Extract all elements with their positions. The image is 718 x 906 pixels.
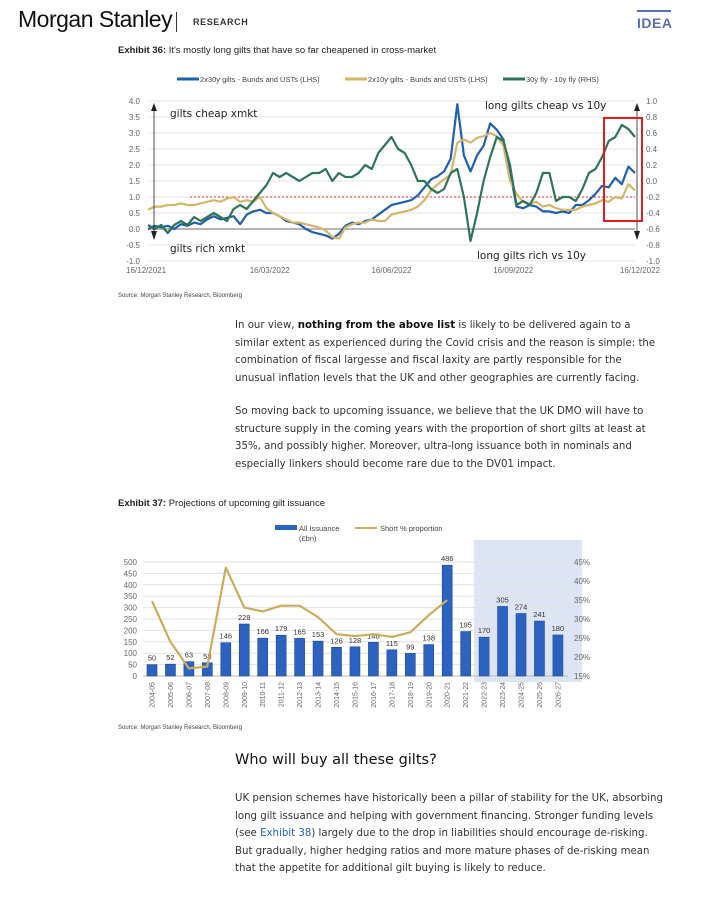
y-left-tick-label: 500	[123, 558, 137, 567]
y-right-tick-label: 45%	[574, 558, 591, 567]
bar-value-label: 52	[166, 653, 175, 663]
bar-2009-10	[239, 624, 249, 676]
x-category-label: 2007-08	[204, 682, 212, 708]
bar-2026-27	[553, 635, 563, 676]
y-right-tick-label: -1.0	[646, 257, 660, 266]
x-category-label: 2021-22	[463, 682, 471, 708]
x-tick-label: 16/09/2022	[493, 266, 534, 275]
idea-badge-text: IDEA	[637, 15, 673, 31]
bar-2013-14	[313, 641, 323, 676]
bar-value-label: 58	[203, 651, 212, 661]
y-right-tick-label: 40%	[574, 577, 591, 586]
y-left-tick-label: 1.5	[128, 177, 140, 186]
bar-value-label: 180	[551, 623, 565, 633]
x-category-label: 2016-17	[370, 682, 378, 708]
bar-value-label: 170	[477, 626, 491, 636]
legend-label-0: 2x30y gilts - Bunds and USTs (LHS)	[200, 75, 320, 84]
paragraph-2: So moving back to upcoming issuance, we believe that the UK DMO will have to structure supply in the coming years with the proportion of short gilts at least at 35%, and possibly higher. Moreover, ultra-long issuance both in nominals and especially linkers should become rare due to the DV01 impact.	[235, 406, 646, 470]
x-tick-label: 16/03/2022	[249, 266, 290, 275]
y-left-tick-label: 2.0	[128, 161, 140, 170]
y-left-tick-label: 250	[123, 615, 137, 624]
y-right-tick-label: 0.4	[646, 145, 658, 154]
y-left-tick-label: 350	[123, 592, 137, 602]
x-category-label: 2004-05	[149, 682, 157, 708]
x-category-label: 2019-20	[426, 682, 434, 708]
x-tick-label: 16/12/2022	[619, 266, 660, 275]
y-left-tick-label: 0	[132, 672, 137, 681]
annotation-long-gilts-cheap: long gilts cheap vs 10y	[485, 100, 607, 112]
bar-2022-23	[479, 637, 489, 676]
exhibit-37-source: Source: Morgan Stanley Research, Bloomberg	[118, 725, 243, 731]
y-left-tick-label: -1.0	[126, 257, 140, 266]
y-left-tick-label: 1.0	[128, 193, 140, 202]
bar-2018-19	[405, 653, 415, 676]
y-left-tick-label: 450	[123, 569, 137, 579]
x-category-label: 2011-12	[278, 682, 286, 708]
y-left-tick-label: 0.0	[128, 225, 140, 234]
bar-2019-20	[424, 645, 434, 676]
bar-value-label: 115	[385, 638, 398, 648]
bar-2015-16	[350, 647, 360, 676]
bar-value-label: 50	[147, 653, 157, 663]
y-right-tick-label: 0.6	[646, 129, 658, 138]
bar-value-label: 486	[440, 554, 454, 564]
x-category-label: 2014-15	[334, 682, 341, 708]
paragraph-1-suffix: is likely to be delivered again to a similar extent as experienced during the Covid crisis and the reason is simple: the combination of fiscal largesse and fiscal laxity are partly responsible for the unusual inflation levels that the UK and other geographies are currently facing.	[235, 320, 656, 384]
y-left-tick-label: 50	[128, 660, 137, 670]
y-left-tick-label: 400	[123, 580, 137, 590]
x-category-label: 2005-06	[167, 682, 175, 708]
y-right-tick-label: -0.4	[646, 209, 660, 218]
bar-2014-15	[332, 647, 342, 676]
header-section-label: RESEARCH	[193, 17, 249, 27]
bar-value-label: 99	[406, 642, 415, 652]
y-right-tick-label: -0.2	[646, 193, 660, 202]
bar-value-label: 274	[514, 602, 528, 612]
bar-value-label: 146	[219, 631, 233, 641]
x-category-label: 2025-26	[536, 682, 544, 708]
y-right-tick-label: 1.0	[646, 97, 658, 106]
x-category-label: 2026-27	[555, 682, 563, 708]
x-category-label: 2015-16	[352, 682, 360, 708]
y-right-tick-label: 0.8	[646, 113, 658, 122]
brand-logo: Morgan Stanley	[18, 6, 173, 32]
x-category-label: 2010-11	[260, 682, 268, 708]
x-category-label: 2022-23	[481, 682, 489, 708]
legend-label-1: 2x10y gilts - Bunds and USTs (LHS)	[368, 75, 488, 84]
x-category-label: 2024-25	[518, 682, 526, 708]
bar-value-label: 138	[422, 633, 436, 643]
y-right-tick-label: -0.6	[646, 225, 660, 234]
bar-value-label: 179	[274, 624, 288, 634]
bar-value-label: 166	[256, 627, 269, 637]
bar-value-label: 165	[293, 627, 306, 637]
bar-value-label: 63	[184, 650, 194, 660]
y-left-tick-label: -0.5	[126, 241, 140, 250]
x-category-label: 2006-07	[186, 682, 194, 708]
y-right-tick-label: 20%	[574, 653, 591, 662]
bar-2008-09	[221, 643, 231, 676]
legend-label-2: 30y fly - 10y fly (RHS)	[526, 75, 599, 84]
bar-value-label: 153	[311, 630, 325, 640]
x-tick-label: 16/12/2021	[126, 266, 167, 275]
y-right-tick-label: 15%	[574, 672, 591, 681]
exhibit-38-link[interactable]: Exhibit 38	[260, 828, 312, 839]
bar-2011-12	[276, 635, 286, 676]
x-category-label: 2020-21	[444, 682, 452, 708]
annotation-gilts-cheap: gilts cheap xmkt	[170, 108, 258, 120]
bar-2004-05	[147, 665, 157, 676]
section-paragraph-part2: ) largely due to the drop in liabilities should encourage de-risking. But gradually, higher hedging ratios and more mature phases of de-risking mean that the appetite for additional gilt buying is likely to reduce.	[235, 828, 650, 874]
x-category-label: 2018-19	[407, 682, 415, 708]
bar-value-label: 241	[533, 610, 546, 620]
bar-2025-26	[534, 621, 544, 676]
bar-2017-18	[387, 650, 397, 676]
x-category-label: 2009-10	[241, 682, 249, 708]
y-left-tick-label: 3.0	[128, 129, 140, 138]
y-right-tick-label: 35%	[574, 596, 591, 605]
section-paragraph-part1: UK pension schemes have historically been a pillar of stability for the UK, absorbing long gilt issuance and helping with government financing. Stronger funding levels (see	[235, 793, 663, 839]
x-category-label: 2023-24	[500, 682, 508, 708]
y-left-tick-label: 3.5	[128, 113, 140, 122]
bar-2023-24	[498, 606, 508, 676]
x-category-label: 2013-14	[315, 682, 323, 708]
x-tick-label: 16/06/2022	[371, 266, 412, 275]
x-category-label: 2012-13	[297, 682, 305, 708]
projection-shaded-region	[474, 540, 582, 682]
y-left-tick-label: 2.5	[128, 145, 140, 154]
exhibit-36-source: Source: Morgan Stanley Research, Bloomberg	[118, 293, 243, 299]
legend-label-bars-line2: (£bn)	[299, 534, 317, 543]
y-left-tick-label: 300	[123, 603, 137, 613]
exhibit-37-caption: Projections of upcoming gilt issuance	[168, 498, 325, 509]
bar-value-label: 128	[348, 635, 362, 645]
y-left-tick-label: 4.0	[128, 97, 140, 106]
y-right-tick-label: 25%	[574, 634, 591, 643]
annotation-long-gilts-rich: long gilts rich vs 10y	[477, 250, 587, 262]
section-heading: Who will buy all these gilts?	[235, 752, 437, 768]
bar-2010-11	[258, 638, 268, 676]
y-left-tick-label: 0.5	[128, 209, 140, 218]
y-right-tick-label: 0.0	[646, 177, 658, 186]
paragraph-1-prefix: In our view,	[235, 320, 298, 331]
bar-2016-17	[368, 642, 378, 676]
x-category-label: 2008-09	[223, 682, 231, 708]
annotation-gilts-rich: gilts rich xmkt	[170, 243, 246, 255]
bar-value-label: 126	[330, 636, 343, 646]
y-right-tick-label: -0.8	[646, 241, 660, 250]
legend-label-bars-line1: All Issuance	[299, 524, 340, 533]
bar-2005-06	[165, 664, 175, 676]
bar-value-label: 148	[367, 631, 380, 641]
bar-value-label: 195	[459, 620, 472, 630]
y-left-tick-label: 150	[123, 637, 137, 647]
y-right-tick-label: 0.2	[646, 161, 658, 170]
legend-label-line: Short % proportion	[380, 524, 443, 533]
exhibit-36-caption: It's mostly long gilts that have so far cheapened in cross-market	[168, 45, 437, 56]
y-right-tick-label: 30%	[574, 615, 591, 624]
bar-value-label: 305	[496, 595, 509, 605]
bar-2012-13	[295, 638, 305, 676]
legend-swatch-bars	[275, 525, 297, 530]
bar-2024-25	[516, 614, 526, 676]
paragraph-1-bold: nothing from the above list	[297, 320, 456, 331]
y-left-tick-label: 200	[123, 626, 137, 636]
bar-2020-21	[442, 565, 452, 676]
x-category-label: 2017-18	[389, 682, 397, 708]
bar-value-label: 228	[237, 613, 251, 623]
exhibit-37-label: Exhibit 37:	[118, 498, 167, 509]
y-left-tick-label: 100	[123, 649, 137, 659]
exhibit-36-label: Exhibit 36:	[118, 45, 167, 56]
bar-2021-22	[461, 632, 471, 676]
section-paragraph	[235, 790, 665, 878]
